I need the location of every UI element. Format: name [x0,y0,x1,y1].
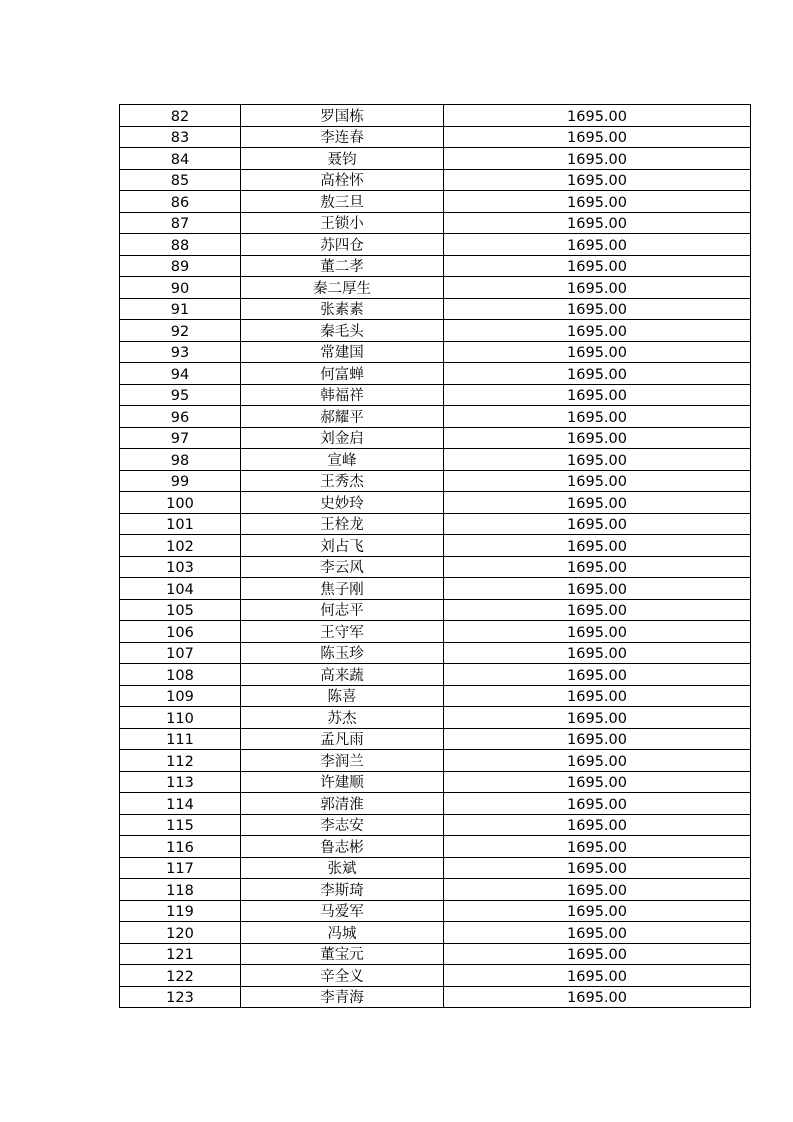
name-cell: 刘金启 [241,427,444,449]
amount-cell: 1695.00 [444,943,751,965]
row-number-cell: 93 [120,341,241,363]
name-cell: 李青海 [241,986,444,1008]
name-cell: 李云风 [241,556,444,578]
row-number-cell: 89 [120,255,241,277]
amount-cell: 1695.00 [444,212,751,234]
table-row [120,212,751,234]
table-row [120,922,751,944]
name-cell: 李连春 [241,126,444,148]
row-number-cell: 83 [120,126,241,148]
name-cell: 刘占飞 [241,535,444,557]
amount-cell: 1695.00 [444,105,751,127]
amount-cell: 1695.00 [444,728,751,750]
row-number-cell: 94 [120,363,241,385]
name-cell: 秦二厚生 [241,277,444,299]
row-number-cell: 103 [120,556,241,578]
table-row [120,943,751,965]
name-cell: 许建顺 [241,771,444,793]
name-cell: 张素素 [241,298,444,320]
name-cell: 马爱军 [241,900,444,922]
name-cell: 秦毛头 [241,320,444,342]
name-cell: 苏杰 [241,707,444,729]
amount-cell: 1695.00 [444,191,751,213]
amount-cell: 1695.00 [444,298,751,320]
amount-cell: 1695.00 [444,685,751,707]
row-number-cell: 112 [120,750,241,772]
name-cell: 王守军 [241,621,444,643]
amount-cell: 1695.00 [444,470,751,492]
row-number-cell: 108 [120,664,241,686]
row-number-cell: 100 [120,492,241,514]
table-row [120,707,751,729]
amount-cell: 1695.00 [444,556,751,578]
row-number-cell: 87 [120,212,241,234]
amount-cell: 1695.00 [444,879,751,901]
amount-cell: 1695.00 [444,384,751,406]
amount-cell: 1695.00 [444,255,751,277]
row-number-cell: 82 [120,105,241,127]
name-cell: 宣峰 [241,449,444,471]
name-cell: 何志平 [241,599,444,621]
table-row [120,191,751,213]
row-number-cell: 86 [120,191,241,213]
amount-cell: 1695.00 [444,857,751,879]
amount-cell: 1695.00 [444,771,751,793]
amount-cell: 1695.00 [444,169,751,191]
name-cell: 常建国 [241,341,444,363]
roster-table [119,104,751,1008]
row-number-cell: 95 [120,384,241,406]
amount-cell: 1695.00 [444,513,751,535]
amount-cell: 1695.00 [444,363,751,385]
row-number-cell: 113 [120,771,241,793]
name-cell: 高来蔬 [241,664,444,686]
roster-table-body [120,105,751,1008]
table-row [120,126,751,148]
name-cell: 王栓龙 [241,513,444,535]
row-number-cell: 110 [120,707,241,729]
name-cell: 陈喜 [241,685,444,707]
name-cell: 史妙玲 [241,492,444,514]
name-cell: 郭清淮 [241,793,444,815]
row-number-cell: 109 [120,685,241,707]
amount-cell: 1695.00 [444,986,751,1008]
row-number-cell: 102 [120,535,241,557]
row-number-cell: 117 [120,857,241,879]
table-row [120,492,751,514]
row-number-cell: 91 [120,298,241,320]
row-number-cell: 84 [120,148,241,170]
table-row [120,449,751,471]
table-row [120,599,751,621]
row-number-cell: 115 [120,814,241,836]
row-number-cell: 121 [120,943,241,965]
table-row [120,169,751,191]
table-row [120,513,751,535]
name-cell: 董宝元 [241,943,444,965]
row-number-cell: 88 [120,234,241,256]
row-number-cell: 97 [120,427,241,449]
name-cell: 陈玉珍 [241,642,444,664]
name-cell: 敖三旦 [241,191,444,213]
table-row [120,556,751,578]
amount-cell: 1695.00 [444,535,751,557]
table-row [120,642,751,664]
name-cell: 李志安 [241,814,444,836]
amount-cell: 1695.00 [444,449,751,471]
amount-cell: 1695.00 [444,664,751,686]
table-row [120,965,751,987]
name-cell: 郝耀平 [241,406,444,428]
amount-cell: 1695.00 [444,922,751,944]
table-row [120,750,751,772]
amount-cell: 1695.00 [444,234,751,256]
amount-cell: 1695.00 [444,836,751,858]
amount-cell: 1695.00 [444,126,751,148]
row-number-cell: 101 [120,513,241,535]
row-number-cell: 120 [120,922,241,944]
row-number-cell: 92 [120,320,241,342]
amount-cell: 1695.00 [444,642,751,664]
name-cell: 冯城 [241,922,444,944]
table-row [120,234,751,256]
table-row [120,277,751,299]
table-row [120,900,751,922]
table-row [120,793,751,815]
table-row [120,728,751,750]
name-cell: 张斌 [241,857,444,879]
name-cell: 李润兰 [241,750,444,772]
table-row [120,470,751,492]
row-number-cell: 114 [120,793,241,815]
name-cell: 董二孝 [241,255,444,277]
table-row [120,836,751,858]
name-cell: 高栓怀 [241,169,444,191]
amount-cell: 1695.00 [444,341,751,363]
name-cell: 孟凡雨 [241,728,444,750]
table-row [120,298,751,320]
table-row [120,986,751,1008]
amount-cell: 1695.00 [444,578,751,600]
name-cell: 罗国栋 [241,105,444,127]
amount-cell: 1695.00 [444,427,751,449]
row-number-cell: 104 [120,578,241,600]
row-number-cell: 111 [120,728,241,750]
table-row [120,427,751,449]
amount-cell: 1695.00 [444,277,751,299]
amount-cell: 1695.00 [444,406,751,428]
table-row [120,255,751,277]
row-number-cell: 122 [120,965,241,987]
name-cell: 王秀杰 [241,470,444,492]
table-row [120,341,751,363]
table-row [120,535,751,557]
row-number-cell: 98 [120,449,241,471]
table-row [120,685,751,707]
row-number-cell: 96 [120,406,241,428]
name-cell: 苏四仓 [241,234,444,256]
table-row [120,814,751,836]
table-row [120,771,751,793]
amount-cell: 1695.00 [444,750,751,772]
row-number-cell: 119 [120,900,241,922]
table-row [120,578,751,600]
table-row [120,320,751,342]
row-number-cell: 118 [120,879,241,901]
table-row [120,363,751,385]
table-row [120,664,751,686]
table-row [120,857,751,879]
table-row [120,406,751,428]
table-row [120,621,751,643]
row-number-cell: 123 [120,986,241,1008]
amount-cell: 1695.00 [444,793,751,815]
row-number-cell: 106 [120,621,241,643]
row-number-cell: 85 [120,169,241,191]
table-row [120,879,751,901]
amount-cell: 1695.00 [444,492,751,514]
name-cell: 焦子刚 [241,578,444,600]
row-number-cell: 105 [120,599,241,621]
row-number-cell: 116 [120,836,241,858]
row-number-cell: 107 [120,642,241,664]
table-row [120,148,751,170]
name-cell: 鲁志彬 [241,836,444,858]
amount-cell: 1695.00 [444,621,751,643]
amount-cell: 1695.00 [444,320,751,342]
amount-cell: 1695.00 [444,965,751,987]
name-cell: 辛全义 [241,965,444,987]
table-row [120,105,751,127]
amount-cell: 1695.00 [444,900,751,922]
name-cell: 李斯琦 [241,879,444,901]
amount-cell: 1695.00 [444,814,751,836]
name-cell: 何富蝉 [241,363,444,385]
row-number-cell: 90 [120,277,241,299]
table-row [120,384,751,406]
amount-cell: 1695.00 [444,148,751,170]
name-cell: 王锁小 [241,212,444,234]
amount-cell: 1695.00 [444,599,751,621]
row-number-cell: 99 [120,470,241,492]
name-cell: 韩福祥 [241,384,444,406]
name-cell: 聂钧 [241,148,444,170]
amount-cell: 1695.00 [444,707,751,729]
